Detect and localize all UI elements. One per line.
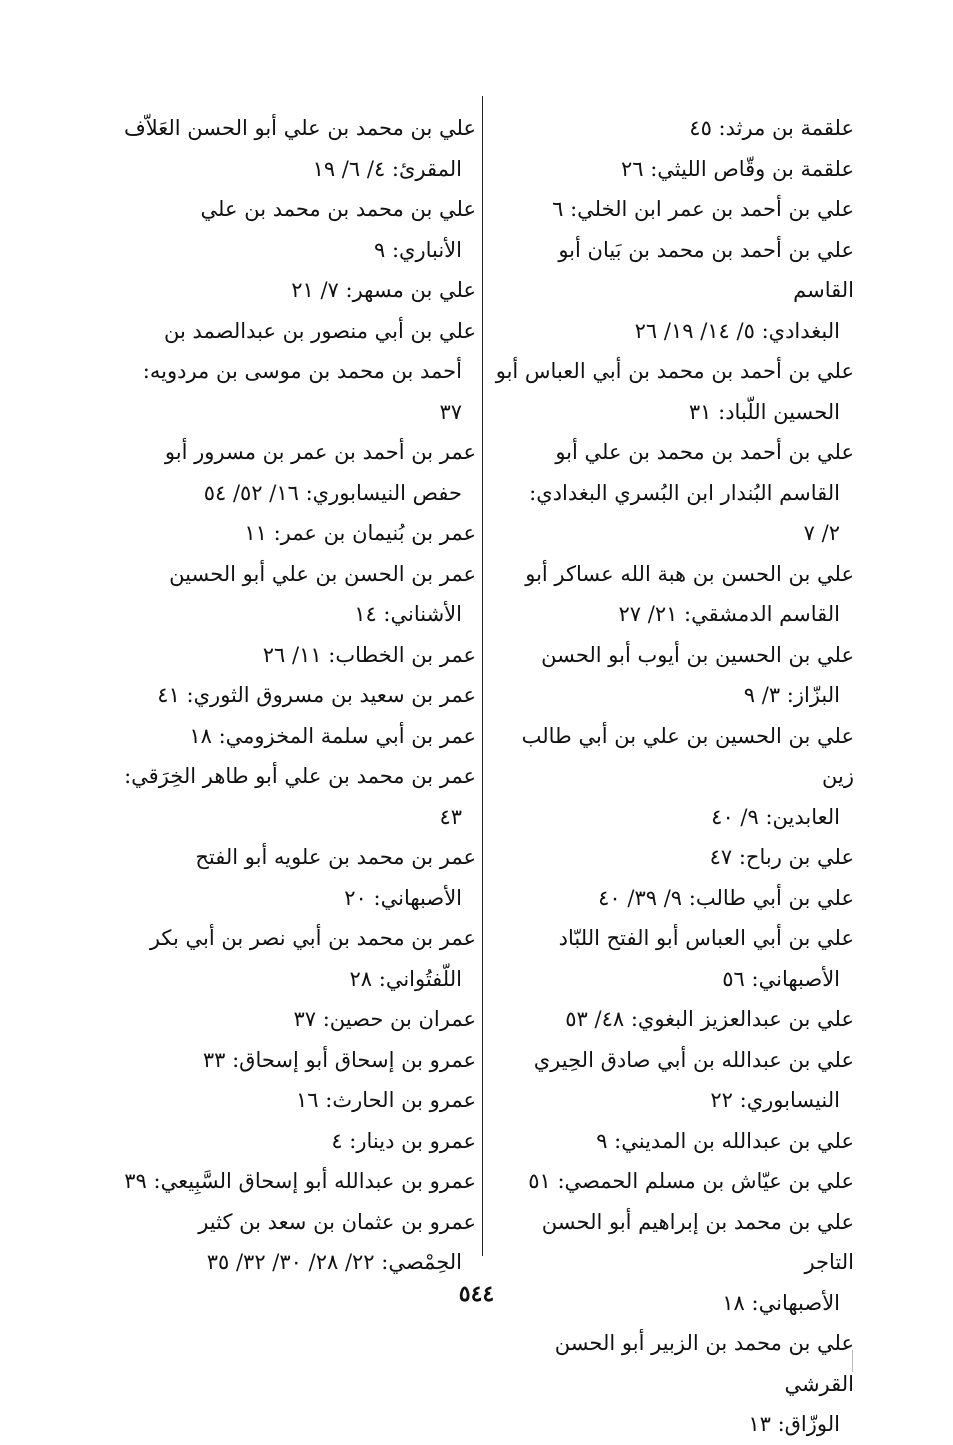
entry-continuation: أحمد بن محمد بن موسى بن مردويه:	[142, 359, 462, 383]
index-entry	[106, 432, 476, 513]
entry-line: علي بن أبي طالب: ٩/ ٣٩/ ٤٠	[598, 885, 854, 910]
entry-continuation: الأنباري: ٩	[373, 237, 462, 262]
entry-line: علي بن محمد بن إبراهيم أبو الحسن التاجر	[541, 1209, 854, 1274]
entry-line: عمر بن محمد بن علي أبو طاهر الخِرَقي:	[124, 764, 476, 788]
index-entry	[492, 716, 854, 838]
index-entry	[492, 1161, 854, 1202]
index-entry	[492, 635, 854, 716]
index-entry	[492, 1121, 854, 1162]
index-entry	[106, 716, 476, 757]
entry-line: علي بن رباح: ٤٧	[709, 845, 854, 869]
index-entry	[106, 108, 476, 189]
entry-line: علي بن الحسن بن هبة الله عساكر أبو	[525, 561, 854, 586]
index-entry	[492, 1040, 854, 1121]
index-entry	[492, 432, 854, 554]
index-entry	[106, 1080, 476, 1121]
entry-line: عمر بن بُنيمان بن عمر: ١١	[244, 521, 476, 545]
index-entry	[492, 837, 854, 878]
entry-continuation: القاسم الدمشقي: ٢١/ ٢٧	[618, 602, 840, 626]
entry-continuation: الأصبهاني: ٢٠	[344, 885, 462, 910]
entry-line: علي بن عبدالله بن أبي صادق الحِيري	[533, 1047, 854, 1072]
entry-line: عمر بن الخطاب: ١١/ ٢٦	[262, 642, 476, 667]
entry-line: علي بن عبدالعزيز البغوي: ٤٨/ ٥٣	[565, 1007, 854, 1031]
entry-line: علي بن الحسين بن أيوب أبو الحسن	[541, 642, 854, 667]
entry-line: علي بن أحمد بن محمد بن أبي العباس أبو	[495, 359, 854, 383]
index-entry	[106, 1161, 476, 1202]
entry-continuation: الأشناني: ١٤	[354, 602, 462, 626]
index-entry	[106, 837, 476, 918]
index-entry	[106, 270, 476, 311]
entry-line: علي بن محمد بن علي أبو الحسن العَلاّف	[123, 116, 476, 140]
entry-continuation: اللّفتُواني: ٢٨	[349, 966, 462, 991]
index-entry	[106, 675, 476, 716]
index-entry	[492, 230, 854, 352]
entry-continuation: الحسين اللّباد: ٣١	[688, 399, 840, 424]
index-entry	[106, 999, 476, 1040]
index-entry	[106, 635, 476, 676]
entry-continuation: العابدين: ٩/ ٤٠	[711, 804, 840, 829]
entry-continuation: البزّاز: ٣/ ٩	[743, 683, 840, 707]
entry-continuation: القاسم البُندار ابن البُسري البغدادي:	[529, 480, 840, 505]
index-entry	[106, 311, 476, 433]
index-column-left	[106, 108, 476, 1283]
entry-line: علي بن محمد بن محمد بن علي	[200, 197, 476, 221]
entry-line: عمر بن الحسن بن علي أبو الحسين	[169, 561, 476, 586]
entry-line: عمر بن محمد بن علويه أبو الفتح	[195, 845, 476, 869]
entry-line: عمرو بن الحارث: ١٦	[296, 1088, 476, 1112]
index-entry	[106, 513, 476, 554]
entry-continuation: النيسابوري: ٢٢	[710, 1088, 840, 1112]
entry-line: علقمة بن مرثد: ٤٥	[689, 116, 854, 140]
index-entry	[492, 554, 854, 635]
entry-line: علي بن أحمد بن محمد بن بَيان أبو القاسم	[558, 237, 854, 302]
index-entry	[492, 918, 854, 999]
index-entry	[106, 554, 476, 635]
entry-continuation: ٤٣	[439, 804, 462, 829]
margin-mark	[852, 1350, 853, 1372]
index-column-right	[492, 108, 854, 1445]
entry-continuation: الحِمْصي: ٢٢/ ٢٨/ ٣٠/ ٣٢/ ٣٥	[206, 1250, 462, 1274]
index-entry	[106, 918, 476, 999]
entry-line: علي بن عيّاش بن مسلم الحمصي: ٥١	[528, 1169, 854, 1193]
index-entry	[492, 351, 854, 432]
entry-line: عمر بن أحمد بن عمر بن مسرور أبو	[164, 440, 476, 464]
column-divider	[482, 96, 483, 1256]
entry-line: عمر بن أبي سلمة المخزومي: ١٨	[189, 723, 476, 748]
entry-line: علي بن أبي العباس أبو الفتح اللبّاد	[558, 926, 854, 950]
index-entry	[106, 756, 476, 837]
entry-line: علي بن أبي منصور بن عبدالصمد بن	[164, 318, 476, 343]
entry-continuation: المقرئ: ٤/ ٦/ ١٩	[312, 156, 462, 181]
entry-line: عمرو بن عبدالله أبو إسحاق السَّبِيعي: ٣٩	[124, 1169, 476, 1193]
index-entry	[106, 189, 476, 270]
entry-continuation: الوزّاق: ١٣	[748, 1412, 840, 1436]
entry-continuation: حفص النيسابوري: ١٦/ ٥٢/ ٥٤	[203, 480, 462, 505]
entry-line: علي بن أحمد بن محمد بن علي أبو	[555, 440, 854, 464]
entry-line: عمر بن سعيد بن مسروق الثوري: ٤١	[157, 683, 476, 707]
entry-continuation: البغدادي: ٥/ ١٤/ ١٩/ ٢٦	[634, 318, 840, 343]
index-entry	[106, 1040, 476, 1081]
index-entry	[106, 1202, 476, 1283]
entry-line: عمرو بن إسحاق أبو إسحاق: ٣٣	[202, 1047, 476, 1072]
entry-line: عمرو بن عثمان بن سعد بن كثير	[198, 1209, 476, 1234]
entry-line: علي بن محمد بن الزبير أبو الحسن القرشي	[554, 1331, 854, 1396]
entry-line: علي بن أحمد بن عمر ابن الخلي: ٦	[552, 197, 854, 221]
entry-continuation: الأصبهاني: ٥٦	[722, 966, 840, 991]
entry-line: علقمة بن وقّاص الليثي: ٢٦	[620, 156, 854, 181]
page-number: ٥٤٤	[458, 1281, 495, 1307]
entry-line: عمرو بن دينار: ٤	[331, 1128, 476, 1153]
index-entry	[492, 108, 854, 149]
index-entry	[492, 189, 854, 230]
index-entry	[106, 1121, 476, 1162]
entry-line: علي بن مسهر: ٧/ ٢١	[291, 278, 476, 302]
entry-continuation: ٣٧	[439, 399, 462, 424]
entry-line: عمران بن حصين: ٣٧	[293, 1007, 476, 1031]
entry-continuation: الأصبهاني: ١٨	[722, 1290, 840, 1315]
entry-line: علي بن عبدالله بن المديني: ٩	[596, 1128, 854, 1153]
entry-line: عمر بن محمد بن أبي نصر بن أبي بكر	[149, 926, 476, 950]
entry-line: علي بن الحسين بن علي بن أبي طالب زين	[521, 723, 854, 788]
index-entry	[492, 999, 854, 1040]
entry-continuation: ٢/ ٧	[803, 521, 840, 545]
index-entry	[492, 149, 854, 190]
index-entry	[492, 878, 854, 919]
